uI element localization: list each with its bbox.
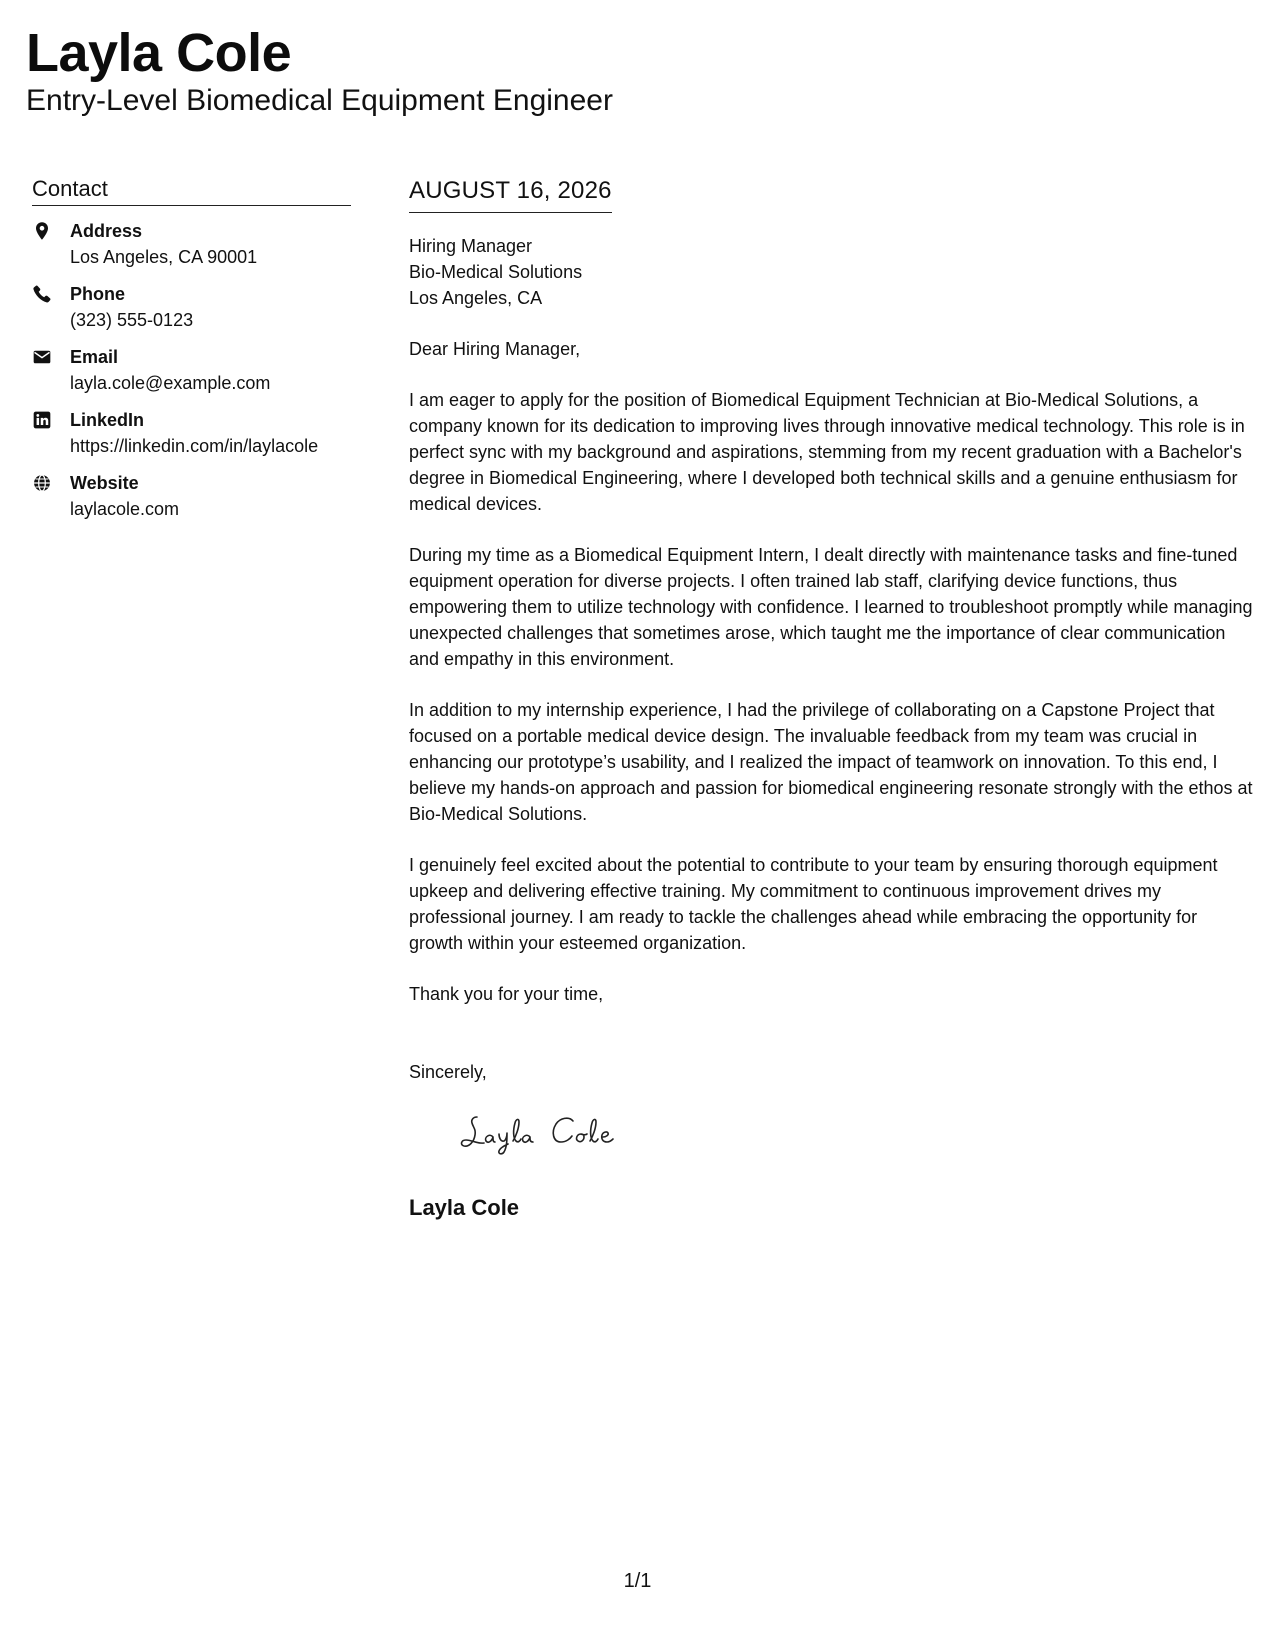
- letter-paragraph: During my time as a Biomedical Equipment Intern, I dealt directly with maintenance tasks and fine-tuned equipment operation for diverse projects. I often trained lab staff, clarifying device functions, thus empowering them to utilize technology with confidence. I learned to troubleshoot promptly while managing unexpected challenges that sometimes arose, which taught me the importance of clear communication and empathy in this environment.: [409, 545, 1253, 669]
- envelope-icon: [32, 347, 52, 367]
- contact-label: Address: [70, 221, 143, 241]
- location-pin-icon: [32, 221, 52, 241]
- applicant-name: Layla Cole: [26, 23, 292, 83]
- linkedin-value[interactable]: https://linkedin.com/in/laylacole: [70, 436, 319, 456]
- phone-value: (323) 555-0123: [70, 310, 194, 330]
- signed-name: Layla Cole: [409, 1195, 520, 1220]
- closing-sincerely: Sincerely,: [409, 1062, 487, 1082]
- cover-letter-body: [409, 176, 1254, 1222]
- contact-sidebar: [32, 175, 351, 533]
- phone-icon: [32, 284, 52, 304]
- contact-item-website: [32, 470, 351, 522]
- contact-heading: Contact: [32, 175, 351, 206]
- recipient-line: Bio-Medical Solutions: [409, 262, 583, 282]
- contact-item-phone: [32, 281, 351, 333]
- contact-label: LinkedIn: [70, 410, 145, 430]
- contact-label: Website: [70, 473, 139, 493]
- contact-item-email: [32, 344, 351, 396]
- email-value[interactable]: layla.cole@example.com: [70, 373, 271, 393]
- letter-paragraph: In addition to my internship experience, I had the privilege of collaborating on a Capstone Project that focused on a portable medical device design. The invaluable feedback from my team was crucial in enhancing our prototype’s usability, and I realized the impact of teamwork on innovation. To this end, I believe my hands-on approach and passion for biomedical engineering resonate strongly with the ethos at Bio-Medical Solutions.: [409, 700, 1253, 824]
- closing-thanks: Thank you for your time,: [409, 984, 604, 1004]
- contact-item-address: [32, 218, 351, 270]
- address-value: Los Angeles, CA 90001: [70, 247, 258, 267]
- resume-header: [26, 24, 1246, 120]
- letter-paragraph: I genuinely feel excited about the potential to contribute to your team by ensuring thorough equipment upkeep and delivering effective training. My commitment to continuous improvement drives my professional journey. I am ready to tackle the challenges ahead while embracing the opportunity for growth within your esteemed organization.: [409, 855, 1218, 953]
- recipient-block: [409, 233, 1254, 311]
- contact-label: Email: [70, 347, 119, 367]
- page-number: 1/1: [623, 1570, 652, 1592]
- letter-date: AUGUST 16, 2026: [409, 176, 612, 213]
- website-value[interactable]: laylacole.com: [70, 499, 180, 519]
- recipient-line: Los Angeles, CA: [409, 288, 543, 308]
- globe-icon: [32, 473, 52, 493]
- handwritten-signature: [455, 1103, 635, 1163]
- contact-item-linkedin: [32, 407, 351, 459]
- recipient-line: Hiring Manager: [409, 236, 533, 256]
- contact-label: Phone: [70, 284, 126, 304]
- letter-paragraph: I am eager to apply for the position of Biomedical Equipment Technician at Bio-Medical Solutions, a company known for its dedication to improving lives through innovative medical technology. This role is in perfect sync with my background and aspirations, stemming from my recent graduation with a Bachelor's degree in Biomedical Engineering, where I developed both technical skills and a genuine enthusiasm for medical devices.: [409, 390, 1245, 514]
- applicant-job-title: Entry-Level Biomedical Equipment Engineer: [26, 84, 613, 117]
- linkedin-icon: [32, 410, 52, 430]
- salutation: Dear Hiring Manager,: [409, 339, 581, 359]
